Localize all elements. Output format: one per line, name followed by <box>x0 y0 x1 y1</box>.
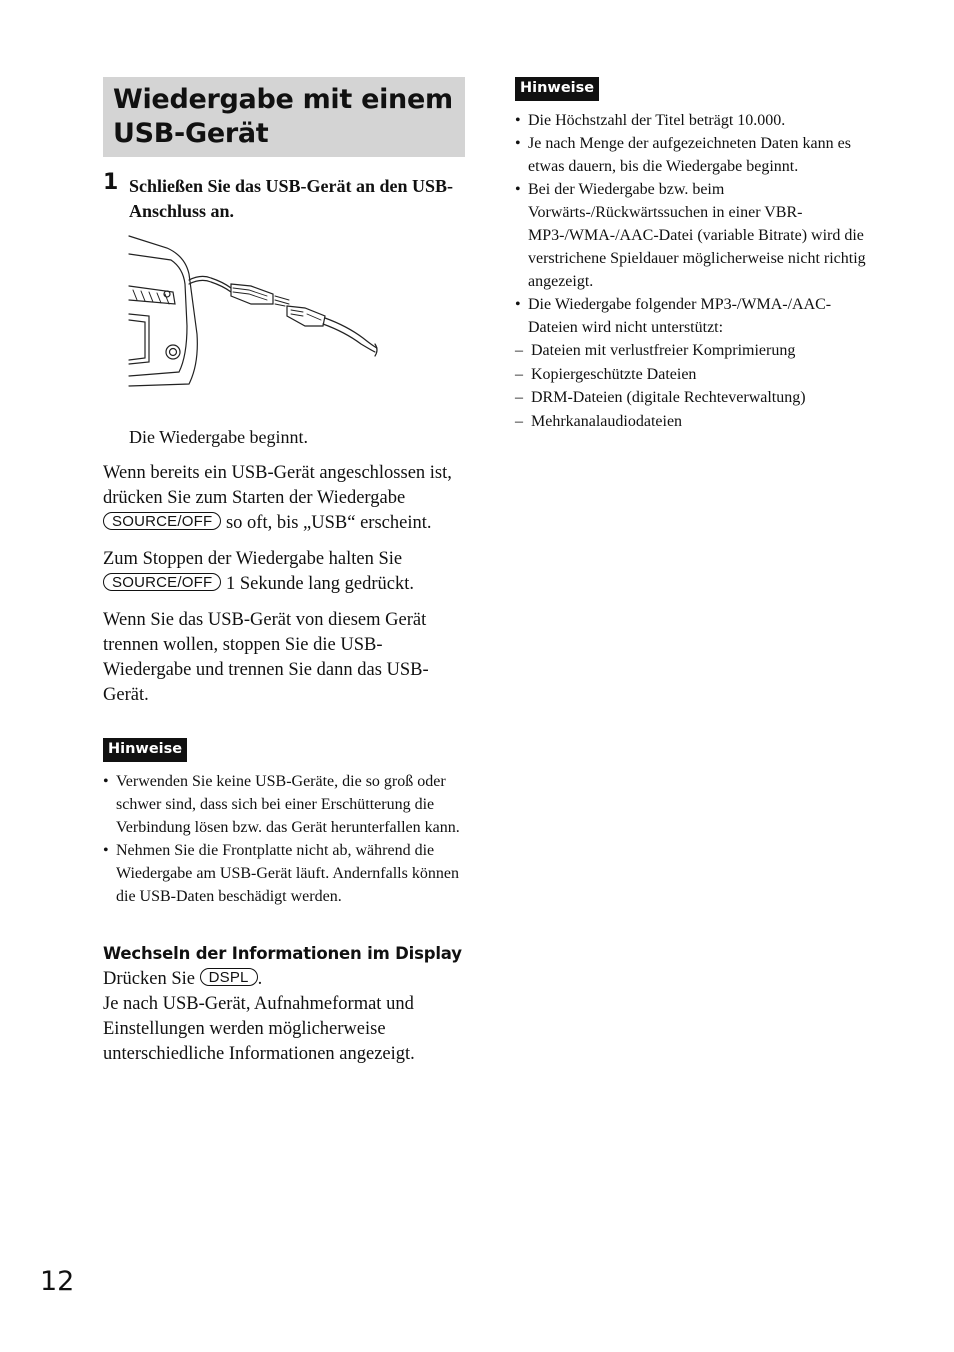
page-number: 12 <box>40 1266 75 1297</box>
list-item: • Verwenden Sie keine USB-Geräte, die so groß oder schwer sind, dass sich bei einer Erschütterung die Verbindung lösen bzw. das Gerät herunterfallen kann. <box>103 773 460 836</box>
sub-list-item: – DRM-Dateien (digitale Rechteverwaltung) <box>515 389 806 406</box>
notes-right-list <box>515 109 880 339</box>
display-press-line <box>103 967 465 992</box>
list-item: • Bei der Wiedergabe bzw. beim Vorwärts-/Rückwärtssuchen in einer VBR-MP3-/WMA-/AAC-Datei (variable Bitrate) wird die verstrichene Spieldauer möglicherweise nicht richtig angezeigt. <box>515 181 866 290</box>
sub-list-item: – Dateien mit verlustfreier Komprimierung <box>515 342 796 359</box>
list-item: • Die Wiedergabe folgender MP3-/WMA-/AAC-Dateien wird nicht unterstützt: <box>515 296 832 336</box>
note-text: Je nach Menge der aufgezeichneten Daten kann es etwas dauern, bis die Wiedergabe beginnt. <box>528 135 851 175</box>
note-text: Bei der Wiedergabe bzw. beim Vorwärts-/Rückwärtssuchen in einer VBR-MP3-/WMA-/AAC-Datei (variable Bitrate) wird die verstrichene Spieldauer möglicherweise nicht richtig angezeigt. <box>528 181 866 290</box>
notes-left <box>103 738 465 908</box>
notes-left-list <box>103 770 465 908</box>
sub-item-text: Mehrkanalaudiodateien <box>531 412 683 430</box>
notes-left-heading: Hinweise <box>103 738 187 762</box>
press-text: Drücken Sie <box>103 969 195 989</box>
note-text: Verwenden Sie keine USB-Geräte, die so groß oder schwer sind, dass sich bei einer Erschütterung die Verbindung lösen bzw. das Gerät herunterfallen kann. <box>116 773 460 836</box>
list-item: • Die Höchstzahl der Titel beträgt 10.000. <box>515 112 786 129</box>
dspl-key: DSPL <box>200 968 258 986</box>
note-text: Nehmen Sie die Frontplatte nicht ab, während die Wiedergabe am USB-Gerät läuft. Andernfalls können die USB-Daten beschädigt werden. <box>116 842 459 905</box>
note-text: Die Höchstzahl der Titel beträgt 10.000. <box>528 112 786 129</box>
step-number: 1 <box>103 170 119 195</box>
source-off-key-2: SOURCE/OFF <box>103 573 221 591</box>
press-text-after: . <box>257 969 263 989</box>
sub-item-text: DRM-Dateien (digitale Rechteverwaltung) <box>531 389 806 406</box>
note-text: Die Wiedergabe folgender MP3-/WMA-/AAC-Dateien wird nicht unterstützt: <box>528 296 832 336</box>
usb-connection-illustration <box>127 234 387 394</box>
step-result: Die Wiedergabe beginnt. <box>129 427 309 447</box>
list-item: • Je nach Menge der aufgezeichneten Daten kann es etwas dauern, bis die Wiedergabe beginnt. <box>515 135 851 175</box>
source-off-key: SOURCE/OFF <box>103 512 221 530</box>
unsupported-files-list <box>515 339 880 433</box>
sub-list-item: – Mehrkanalaudiodateien <box>515 412 683 430</box>
page-title: Wiedergabe mit einem USB-Gerät <box>113 84 453 149</box>
sub-list-item: – Kopiergeschützte Dateien <box>515 365 697 383</box>
notes-right-heading: Hinweise <box>515 77 599 101</box>
body-paragraphs <box>103 461 465 708</box>
sub-item-text: Dateien mit verlustfreier Komprimierung <box>531 342 796 359</box>
step-1 <box>103 170 465 224</box>
paragraph-disconnect: Wenn Sie das USB-Gerät von diesem Gerät trennen wollen, stoppen Sie die USB-Wiedergabe und trennen Sie dann das USB-Gerät. <box>103 610 429 705</box>
title-box <box>103 77 465 157</box>
display-section <box>103 943 465 1067</box>
paragraph-stop-playback <box>103 547 465 597</box>
sub-item-text: Kopiergeschützte Dateien <box>531 365 697 383</box>
right-column <box>515 77 880 433</box>
display-section-text: Je nach USB-Gerät, Aufnahmeformat und Einstellungen werden möglicherweise unterschiedliche Informationen angezeigt. <box>103 994 415 1064</box>
paragraph-2-text-after: 1 Sekunde lang gedrückt. <box>225 574 415 594</box>
paragraph-start-playback <box>103 461 465 536</box>
list-item: • Nehmen Sie die Frontplatte nicht ab, während die Wiedergabe am USB-Gerät läuft. Andernfalls können die USB-Daten beschädigt werden. <box>103 842 459 905</box>
paragraph-2-text-before: Zum Stoppen der Wiedergabe halten Sie <box>103 549 403 569</box>
paragraph-1-text-after: so oft, bis „USB“ erscheint. <box>225 513 432 533</box>
paragraph-1-text-before: Wenn bereits ein USB-Gerät angeschlossen ist, drücken Sie zum Starten der Wiedergabe <box>103 463 452 508</box>
display-section-heading: Wechseln der Informationen im Display <box>103 944 462 963</box>
step-text: Schließen Sie das USB-Gerät an den USB-Anschluss an. <box>129 176 454 221</box>
left-column <box>103 77 465 1067</box>
